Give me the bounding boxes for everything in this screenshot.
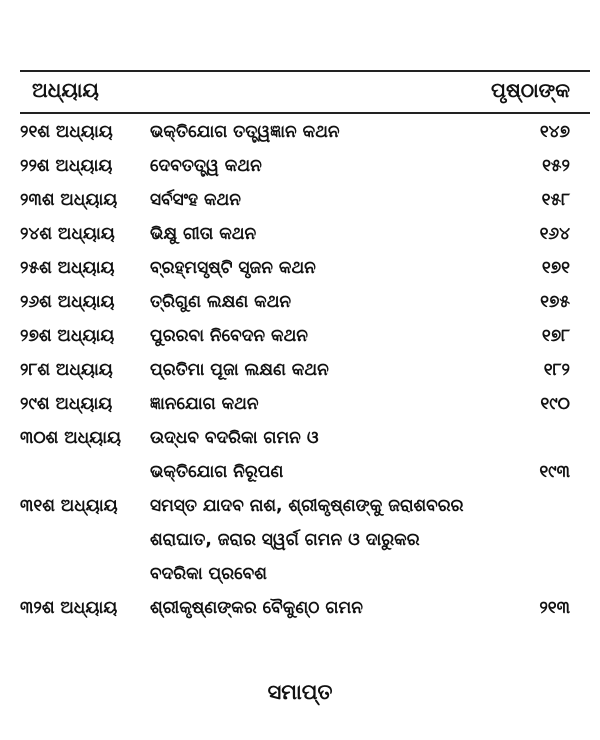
- toc-line: [0, 557, 600, 591]
- chapter-title: ସର୍ବସଂହ କଥନ: [150, 190, 241, 210]
- chapter-number: ୨୧ଶ ଅଧ୍ୟାୟ: [20, 122, 113, 142]
- chapter-number: ୨୭ଶ ଅଧ୍ୟାୟ: [20, 326, 115, 346]
- page-number: ୧୬୪: [539, 224, 570, 244]
- chapter-title: ଭିକ୍ଷୁ ଗୀତା କଥନ: [150, 224, 257, 244]
- chapter-title: ସମସ୍ତ ଯାଦବ ନାଶ, ଶ୍ରୀକୃଷ୍ଣଙ୍କୁ ଜରାଶବରର: [150, 496, 464, 516]
- chapter-number: ୩୧ଶ ଅଧ୍ୟାୟ: [20, 496, 118, 516]
- page-number: ୧୭୧: [541, 258, 570, 278]
- chapter-number: ୨୮ଶ ଅଧ୍ୟାୟ: [20, 360, 113, 380]
- toc-row: [0, 591, 600, 625]
- page-column-header: ପୃଷ୍ଠାଙ୍କ: [491, 78, 570, 102]
- page-number: ୧୯୩: [539, 462, 570, 482]
- chapter-number: ୩୦ଶ ଅଧ୍ୟାୟ: [20, 428, 122, 448]
- chapter-title: ପ୍ରତିମା ପୂଜା ଲକ୍ଷଣ କଥନ: [150, 360, 329, 380]
- chapter-number: ୨୯ଶ ଅଧ୍ୟାୟ: [20, 394, 113, 414]
- chapter-title: ଉଦ୍ଧବ ବଦରିକା ଗମନ ଓ: [150, 428, 319, 448]
- toc-row: [0, 115, 600, 149]
- chapter-title: ଶରାଘାତ, ଜରାର ସ୍ୱର୍ଗ ଗମନ ଓ ଦାରୁକର: [150, 530, 420, 550]
- chapter-title: ଶ୍ରୀକୃଷ୍ଣଙ୍କର ବୈକୁଣ୍ଠ ଗମନ: [150, 598, 363, 618]
- chapter-number: ୨୨ଶ ଅଧ୍ୟାୟ: [20, 156, 113, 176]
- toc-row: [0, 251, 600, 285]
- toc-line: [0, 455, 600, 489]
- toc-line: [0, 149, 600, 183]
- page-number: ୨୧୩: [539, 598, 570, 618]
- chapter-title: ବ୍ରହ୍ମସୃଷ୍ଟି ସୃଜନ କଥନ: [150, 258, 316, 278]
- toc-row: [0, 353, 600, 387]
- header-top-rule: [20, 70, 590, 72]
- toc-row: [0, 319, 600, 353]
- toc-line: [0, 421, 600, 455]
- page-number: ୧୭୫: [540, 292, 570, 312]
- header-bottom-rule: [20, 112, 590, 114]
- page-number: ୧୭୮: [541, 326, 570, 346]
- toc-line: [0, 319, 600, 353]
- toc-row: [0, 387, 600, 421]
- toc-row: [0, 489, 600, 591]
- toc-line: [0, 591, 600, 625]
- chapter-title: ଦେବତତ୍ତ୍ୱ କଥନ: [150, 156, 262, 176]
- table-of-contents: [0, 115, 600, 625]
- toc-row: [0, 183, 600, 217]
- chapter-column-header: ଅଧ୍ୟାୟ: [32, 78, 99, 102]
- toc-row: [0, 149, 600, 183]
- end-marker: ସମାପ୍ତ: [267, 680, 333, 704]
- chapter-title: ପୁରରବା ନିବେଦନ କଥନ: [150, 326, 309, 346]
- toc-line: [0, 183, 600, 217]
- toc-line: [0, 489, 600, 523]
- chapter-number: ୨୫ଶ ଅଧ୍ୟାୟ: [20, 258, 115, 278]
- chapter-number: ୨୩ଶ ଅଧ୍ୟାୟ: [20, 190, 118, 210]
- toc-row: [0, 421, 600, 489]
- page-number: ୧୫୨: [542, 156, 570, 176]
- chapter-number: ୨୪ଶ ଅଧ୍ୟାୟ: [20, 224, 115, 244]
- toc-line: [0, 353, 600, 387]
- toc-line: [0, 115, 600, 149]
- page-number: ୧୪୭: [539, 122, 570, 142]
- chapter-title: ବଦରିକା ପ୍ରବେଶ: [150, 564, 267, 584]
- chapter-title: ଜ୍ଞାନଯୋଗ କଥନ: [150, 394, 259, 414]
- page-number: ୧୮୨: [543, 360, 570, 380]
- toc-line: [0, 523, 600, 557]
- chapter-title: ଭକ୍ତିଯୋଗ ତତ୍ତ୍ୱଜ୍ଞାନ କଥନ: [150, 122, 340, 142]
- page-number: ୧୫୮: [541, 190, 570, 210]
- toc-row: [0, 217, 600, 251]
- chapter-title: ଭକ୍ତିଯୋଗ ନିରୂପଣ: [150, 462, 284, 482]
- chapter-number: ୨୬ଶ ଅଧ୍ୟାୟ: [20, 292, 115, 312]
- page-number: ୧୯୦: [540, 394, 570, 414]
- chapter-number: ୩୨ଶ ଅଧ୍ୟାୟ: [20, 598, 118, 618]
- toc-row: [0, 285, 600, 319]
- chapter-title: ତ୍ରିଗୁଣ ଲକ୍ଷଣ କଥନ: [150, 292, 292, 312]
- toc-line: [0, 387, 600, 421]
- toc-line: [0, 217, 600, 251]
- toc-line: [0, 285, 600, 319]
- toc-line: [0, 251, 600, 285]
